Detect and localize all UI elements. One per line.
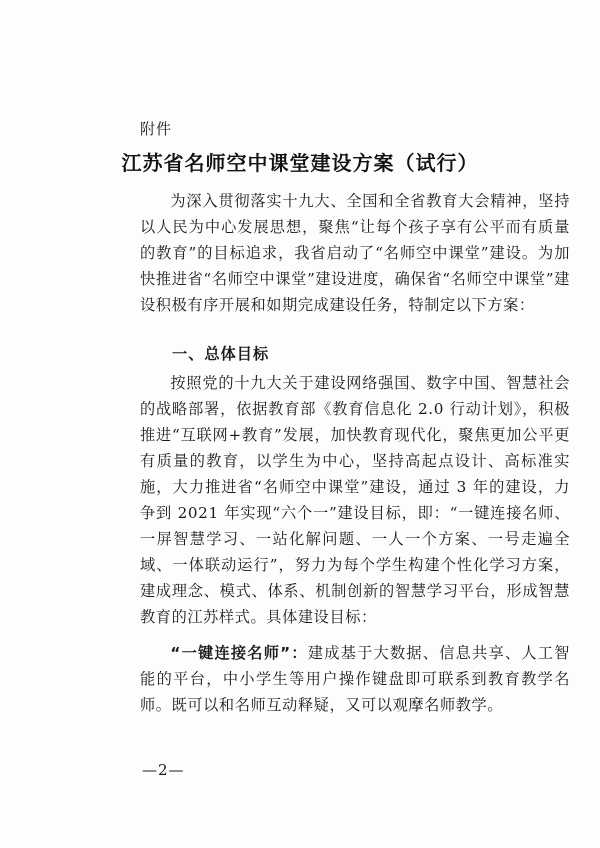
item-1-text: 建成基于大数据、信息共享、人工智能的平台，中小学生等用户操作键盘即可联系到教育教学名师。既可以和名师互动释疑，又可以观摩名师教学。 <box>140 644 570 714</box>
section-1-heading: 一、总体目标 <box>172 345 270 363</box>
attachment-label: 附件 <box>140 120 173 138</box>
item-1-lead: “一键连接名师”： <box>170 644 308 662</box>
section-1-item-1 <box>140 640 570 718</box>
intro-paragraph-block <box>140 188 570 318</box>
intro-paragraph: 为深入贯彻落实十九大、全国和全省教育大会精神，坚持以人民为中心发展思想，聚焦“让每个孩子享有公平而有质量的教育”的目标追求，我省启动了“名师空中课堂”建设。为加快推进省“名师空中课堂”建设进度，确保省“名师空中课堂”建设积极有序开展和如期完成建设任务，特制定以下方案： <box>140 192 570 314</box>
page-number: —2— <box>142 761 185 779</box>
section-1-item-1-block <box>140 640 570 718</box>
document-title: 江苏省名师空中课堂建设方案（试行） <box>121 151 479 175</box>
section-1-paragraph: 按照党的十九大关于建设网络强国、数字中国、智慧社会的战略部署，依据教育部《教育信息化 2.0 行动计划》，积极推进“互联网+教育”发展，加快教育现代化，聚焦更加公平更有质量的教育，以学生为中心，坚持高起点设计、高标准实施，大力推进省“名师空中课堂”建设，通过 3 年的建设，力争到 2021 年实现“六个一”建设目标，即：“一键连接名师、一屏智慧学习、一站化解问题、一人一个方案、一号走遍全域、一体联动运行”，努力为每个学生构建个性化学习方案，建成理念、模式、体系、机制创新的智慧学习平台，形成智慧教育的江苏样式。具体建设目标： <box>140 374 570 626</box>
section-1-paragraph-block <box>140 370 570 630</box>
